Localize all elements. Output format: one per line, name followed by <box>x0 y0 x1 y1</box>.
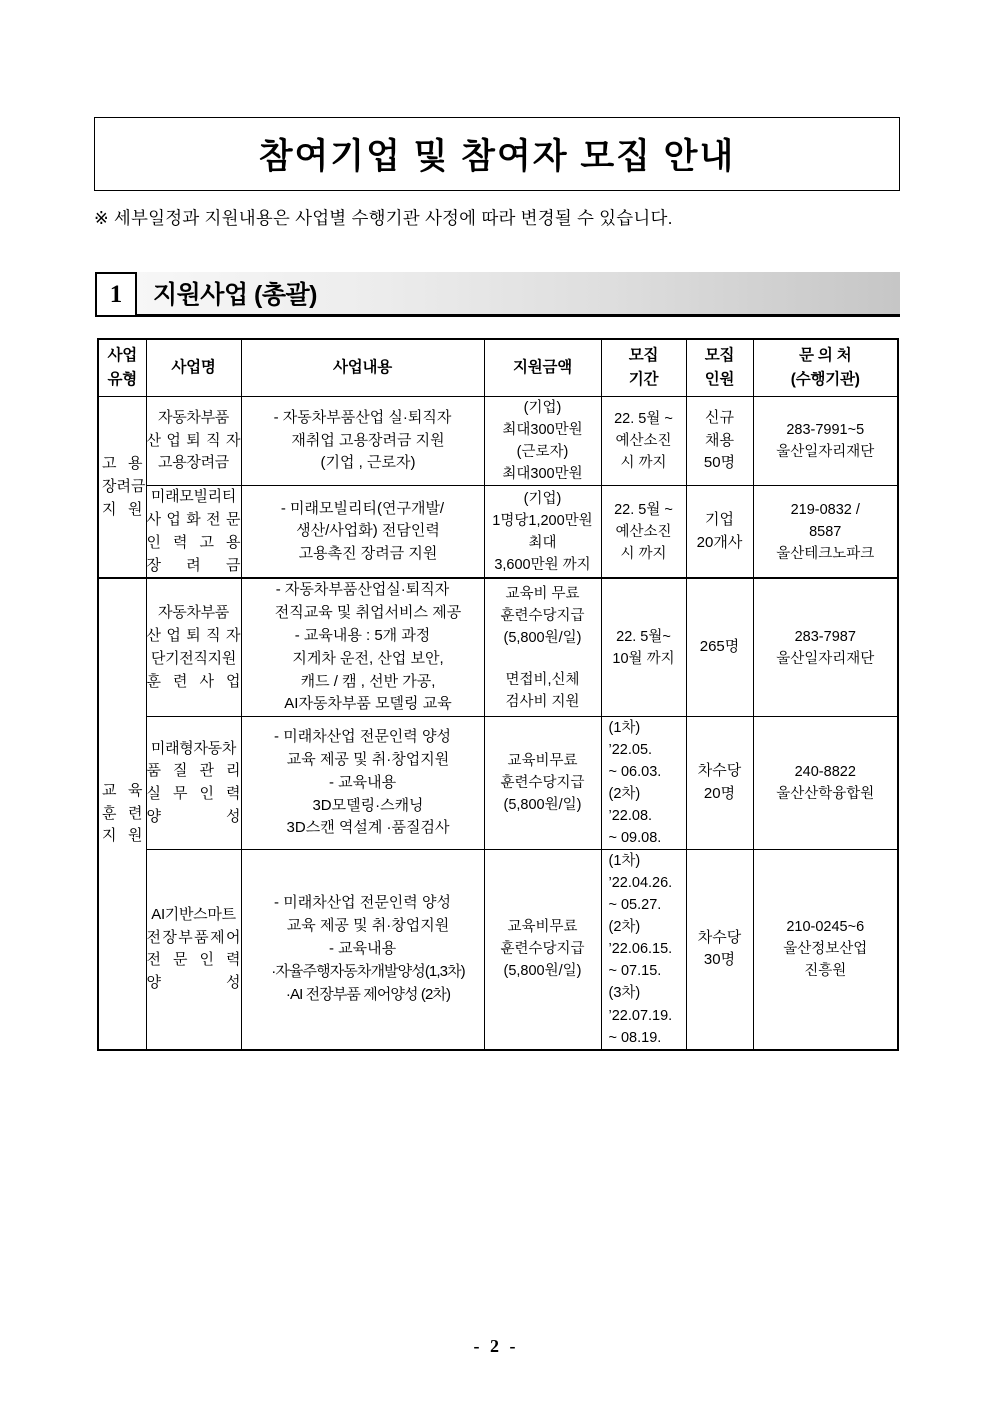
program-name-line <box>147 407 241 430</box>
program-desc-cell <box>241 850 484 1050</box>
recruit-count-line: 50명 <box>703 454 736 472</box>
contact-line: 울산일자리재단 <box>776 444 875 461</box>
program-name-char: 인 <box>199 785 214 803</box>
program-name-char: 양 <box>146 807 161 825</box>
recruit-period-line: (2차) <box>608 919 641 936</box>
contact-cell <box>753 717 898 850</box>
program-name-char: 훈 <box>146 672 161 690</box>
program-name-line <box>147 430 241 453</box>
category-line <box>99 453 146 476</box>
contact-line: 283-7987 <box>794 628 856 645</box>
program-desc-line: - 미래차산업 전문인력 양성 <box>274 728 451 746</box>
program-name-char: 부 <box>178 928 193 946</box>
col-header-contact <box>753 339 898 397</box>
support-amount-line: (근로자) <box>516 444 569 461</box>
category-char: 원 <box>128 827 143 845</box>
support-amount-line: 1명당1,200만원 <box>492 512 593 529</box>
program-name-char: 려 <box>186 556 201 574</box>
recruit-count-line: 차수당 <box>697 762 742 780</box>
recruit-count-line: 265명 <box>699 638 740 656</box>
program-desc-line: 생산/사업화) 전담인력 <box>296 522 440 540</box>
category-char: 지 <box>102 827 117 845</box>
program-desc-line: 고용촉진 장려금 지원 <box>298 545 438 563</box>
col-header-desc: 사업내용 <box>241 339 484 397</box>
program-name-cell <box>146 850 241 1050</box>
recruit-period-line: ~ 06.03. <box>608 764 662 781</box>
table-header <box>98 339 898 397</box>
disclaimer-note: ※ 세부일정과 지원내용은 사업별 수행기관 사정에 따라 변경될 수 있습니다. <box>94 208 673 228</box>
program-name-char: 전 <box>146 951 161 969</box>
recruit-period-line: 시 까지 <box>620 545 667 562</box>
support-amount-line: 교육비 무료 <box>505 585 580 602</box>
contact-line: 210-0245~6 <box>786 919 865 936</box>
contact-line: 울산정보산업 <box>783 941 868 958</box>
recruit-period-line: 22. 5월 ~ <box>614 411 673 428</box>
program-name-char: 업 <box>226 672 241 690</box>
recruit-count-cell <box>686 717 753 850</box>
program-name-char: 퇴 <box>186 626 201 644</box>
recruit-period-line: (3차) <box>608 985 641 1002</box>
program-name-char: 실 <box>146 785 161 803</box>
program-desc-line: (기업 , 근로자) <box>320 454 416 472</box>
program-name-char: 자 <box>226 431 241 449</box>
program-desc-line: 교육 제공 및 취·창업지원 <box>286 750 450 768</box>
program-desc-line: - 미래차산업 전문인력 양성 <box>274 894 451 912</box>
category-line <box>99 780 146 803</box>
table-row <box>98 578 898 716</box>
category-line <box>99 476 146 499</box>
recruit-period-cell <box>601 578 686 716</box>
table-row <box>98 486 898 579</box>
program-name-char: 직 <box>206 626 221 644</box>
program-name-char: 업 <box>166 431 181 449</box>
contact-line: 울산테크노파크 <box>776 545 875 562</box>
contact-line: 283-7991~5 <box>786 422 865 439</box>
contact-cell <box>753 486 898 579</box>
recruit-period-cell <box>601 850 686 1050</box>
program-desc-line: 교육 제공 및 취·창업지원 <box>286 917 450 935</box>
support-amount-line: 최대300만원 <box>502 466 583 483</box>
program-desc-line: ·AI 전장부품 제어양성 (2차) <box>285 985 451 1003</box>
program-name-line <box>147 625 241 648</box>
program-name-char: 력 <box>226 951 241 969</box>
contact-line: 240-8822 <box>794 764 856 781</box>
recruit-period-line: ’22.06.15. <box>608 941 673 958</box>
program-name-char: 력 <box>173 533 188 551</box>
col-header-type <box>98 339 146 397</box>
program-name-line <box>147 555 241 578</box>
program-desc-line: - 자동차부품산업 실·퇴직자 <box>273 408 452 426</box>
program-name-char: 용 <box>226 533 241 551</box>
col-header-contact-line2: (수행기관) <box>790 371 860 388</box>
program-name-char: 전 <box>146 928 161 946</box>
program-name-char: 리 <box>226 762 241 780</box>
recruit-period-cell <box>601 717 686 850</box>
program-desc-cell <box>241 397 484 486</box>
col-header-type-line1: 사업 <box>107 347 138 365</box>
program-desc-line: - 교육내용 <box>328 773 397 791</box>
program-name-line <box>147 509 241 532</box>
program-name-line <box>147 972 241 995</box>
category-cell <box>98 397 146 579</box>
program-desc-line: 캐드 / 캠 , 선반 가공, <box>300 672 436 690</box>
program-name-char: 성 <box>226 974 241 992</box>
program-name-char: 업 <box>166 510 181 528</box>
table-header-row <box>98 339 898 397</box>
recruit-period-line: ’22.05. <box>608 742 653 759</box>
program-name-text: 단기전직지원 <box>150 649 237 667</box>
document-title-box <box>94 117 900 191</box>
program-name-char: 고 <box>199 533 214 551</box>
support-amount-cell <box>484 850 601 1050</box>
contact-line: 울산일자리재단 <box>776 650 875 667</box>
program-name-line <box>147 648 241 671</box>
program-name-char: 품 <box>194 928 209 946</box>
col-header-period-line2: 기간 <box>628 371 659 388</box>
program-desc-line: 재취업 고용장려금 지원 <box>291 431 445 449</box>
program-name-char: 전 <box>206 510 221 528</box>
table-body <box>98 397 898 1050</box>
contact-cell <box>753 397 898 486</box>
col-header-period <box>601 339 686 397</box>
recruit-period-line: 예산소진 <box>615 523 672 540</box>
support-amount-line: (5,800원/일) <box>503 963 582 980</box>
support-amount-line: 훈련수당지급 <box>500 607 585 624</box>
recruit-period-cell <box>601 486 686 579</box>
table-row <box>98 717 898 850</box>
program-name-char: 어 <box>225 928 241 946</box>
support-amount-line: 훈련수당지급 <box>500 775 585 792</box>
program-desc-cell <box>241 717 484 850</box>
program-desc-line: 전직교육 및 취업서비스 제공 <box>274 604 462 622</box>
category-char: 장 <box>102 477 117 495</box>
program-desc-line: 3D스캔 역설계 ·품질검사 <box>286 819 450 837</box>
recruit-count-cell <box>686 578 753 716</box>
section-heading <box>95 272 900 317</box>
program-name-line <box>147 949 241 972</box>
program-name-char: 련 <box>173 672 188 690</box>
recruit-count-line: 30명 <box>703 951 736 969</box>
category-char: 용 <box>128 454 143 472</box>
recruit-period-line: 10월 까지 <box>612 650 675 667</box>
recruit-count-cell <box>686 397 753 486</box>
recruit-period-line: 22. 5월 ~ <box>614 501 673 518</box>
col-header-people <box>686 339 753 397</box>
recruit-period-line: 22. 5월~ <box>616 628 671 645</box>
program-name-cell <box>146 578 241 716</box>
program-name-char: 관 <box>199 762 214 780</box>
support-amount-line: 교육비무료 <box>507 753 578 770</box>
program-name-char: 사 <box>146 510 161 528</box>
program-name-cell <box>146 486 241 579</box>
program-name-char: 인 <box>199 951 214 969</box>
program-name-char: 자 <box>226 626 241 644</box>
section-title: 지원사업 (총괄) <box>153 281 317 309</box>
col-header-type-line2: 유형 <box>107 371 138 388</box>
support-amount-line: 검사비 지원 <box>505 693 580 710</box>
program-name-line <box>147 806 241 829</box>
program-desc-cell <box>241 486 484 579</box>
table-row <box>98 850 898 1050</box>
col-header-people-line1: 모집 <box>704 347 735 365</box>
recruit-count-line: 신규 <box>705 408 734 426</box>
recruit-period-line: 예산소진 <box>615 433 672 450</box>
program-name-char: 인 <box>146 533 161 551</box>
category-line <box>99 499 146 522</box>
program-name-line <box>147 927 241 950</box>
program-name-text: 고용장려금 <box>158 454 229 472</box>
contact-cell <box>753 850 898 1050</box>
contact-line: 219-0832 / <box>790 501 860 518</box>
table-row <box>98 397 898 486</box>
program-name-line <box>147 783 241 806</box>
program-name-line <box>147 760 241 783</box>
support-amount-cell <box>484 486 601 579</box>
recruit-count-line: 20명 <box>703 785 736 803</box>
recruit-count-cell <box>686 486 753 579</box>
recruit-period-line: ~ 07.15. <box>608 963 662 980</box>
contact-line: 울산산학융합원 <box>776 786 875 803</box>
program-desc-line: AI자동차부품 모델링 교육 <box>284 695 452 713</box>
recruit-count-line: 20개사 <box>696 533 743 551</box>
program-name-char: 사 <box>199 672 214 690</box>
program-name-char: 력 <box>226 785 241 803</box>
recruit-period-line: ~ 08.19. <box>608 1029 662 1046</box>
support-programs-table <box>97 338 899 1051</box>
col-header-period-line1: 모집 <box>628 347 659 365</box>
recruit-period-line: ~ 09.08. <box>608 830 662 847</box>
recruit-count-line: 채용 <box>705 431 734 449</box>
support-amount-line: 최대300만원 <box>502 422 583 439</box>
program-desc-line: - 교육내용 : 5개 과정 <box>294 626 431 644</box>
program-name-text: 자동차부품 <box>158 408 229 426</box>
recruit-count-cell <box>686 850 753 1050</box>
category-char: 훈 <box>102 804 117 822</box>
support-amount-line: (기업) <box>523 400 562 416</box>
program-name-char: 산 <box>146 626 161 644</box>
program-desc-line: - 자동차부품산업실·퇴직자 <box>275 581 450 599</box>
program-name-char: 문 <box>173 951 188 969</box>
col-header-name: 사업명 <box>146 339 241 397</box>
program-desc-line: - 교육내용 <box>328 940 397 958</box>
program-name-char: 업 <box>166 626 181 644</box>
section-number: 1 <box>95 272 137 317</box>
category-char: 고 <box>102 454 117 472</box>
recruit-period-line: ’22.07.19. <box>608 1007 673 1024</box>
program-name-char: 장 <box>146 556 161 574</box>
program-name-line <box>147 904 241 927</box>
program-desc-line: 지게차 운전, 산업 보안, <box>292 649 444 667</box>
recruit-period-line: 시 까지 <box>620 455 667 472</box>
support-amount-line: 훈련수당지급 <box>500 941 585 958</box>
recruit-period-line: ~ 05.27. <box>608 897 662 914</box>
program-desc-cell <box>241 578 484 716</box>
program-name-line <box>147 602 241 625</box>
category-cell <box>98 578 146 1049</box>
program-name-line <box>147 671 241 694</box>
program-name-char: 퇴 <box>186 431 201 449</box>
program-desc-line: 3D모델링·스캐닝 <box>312 796 424 814</box>
support-amount-line: 면접비,신체 <box>505 671 580 688</box>
section-bar <box>137 272 900 317</box>
support-amount-line: (5,800원/일) <box>503 797 582 814</box>
support-amount-line: 3,600만원 까지 <box>494 556 591 573</box>
program-name-char: 문 <box>226 510 241 528</box>
program-name-line <box>147 532 241 555</box>
page-number: - 2 - <box>473 1336 519 1356</box>
program-name-char: 무 <box>173 785 188 803</box>
recruit-period-line: ’22.08. <box>608 808 653 825</box>
recruit-count-line: 기업 <box>705 510 734 528</box>
program-name-cell <box>146 717 241 850</box>
program-name-text: 미래형자동차 <box>150 739 237 757</box>
program-desc-line: - 미래모빌리티(연구개발/ <box>280 499 445 517</box>
support-amount-line: (5,800원/일) <box>503 629 582 646</box>
category-char: 육 <box>128 781 143 799</box>
contact-line: 진흥원 <box>804 963 847 980</box>
program-name-char: 제 <box>210 928 225 946</box>
program-name-line <box>147 486 241 509</box>
category-char: 려 <box>116 477 131 495</box>
category-char: 교 <box>102 781 117 799</box>
program-desc-line: ·자율주행자동차개발양성(1,3차) <box>271 962 465 980</box>
category-line <box>99 803 146 826</box>
support-amount-cell <box>484 397 601 486</box>
program-name-char: 화 <box>186 510 201 528</box>
category-line <box>99 825 146 848</box>
program-name-char: 품 <box>146 762 161 780</box>
page-title: 참여기업 및 참여자 모집 안내 <box>258 137 736 176</box>
support-amount-cell <box>484 717 601 850</box>
program-name-text: 미래모빌리티 <box>150 488 237 506</box>
support-amount-line: (기업) <box>523 490 562 507</box>
program-name-char: 금 <box>226 556 241 574</box>
col-header-amount: 지원금액 <box>484 339 601 397</box>
contact-cell <box>753 578 898 716</box>
support-amount-line: 최대 <box>528 534 557 551</box>
col-header-contact-line1: 문 의 처 <box>798 347 852 365</box>
program-name-char: 직 <box>206 431 221 449</box>
recruit-period-line: (1차) <box>608 720 641 737</box>
contact-line: 8587 <box>809 523 842 540</box>
program-name-cell <box>146 397 241 486</box>
program-name-char: 양 <box>146 974 161 992</box>
category-char: 금 <box>131 477 146 495</box>
program-name-line <box>147 452 241 475</box>
category-char: 련 <box>128 804 143 822</box>
col-header-people-line2: 인원 <box>704 371 735 388</box>
program-name-text: 자동차부품 <box>158 604 229 622</box>
program-name-char: 질 <box>173 762 188 780</box>
amount-spacer <box>485 649 601 669</box>
program-name-char: 산 <box>146 431 161 449</box>
support-amount-line: 교육비무료 <box>507 919 578 936</box>
program-name-char: 성 <box>226 807 241 825</box>
category-char: 지 <box>102 500 117 518</box>
program-name-line <box>147 738 241 761</box>
program-name-char: 장 <box>162 928 177 946</box>
category-char: 원 <box>128 500 143 518</box>
recruit-period-line: (2차) <box>608 786 641 803</box>
support-amount-cell <box>484 578 601 716</box>
recruit-period-cell <box>601 397 686 486</box>
recruit-period-line: ’22.04.26. <box>608 875 673 892</box>
recruit-count-line: 차수당 <box>697 928 742 946</box>
program-name-text: AI기반스마트 <box>151 905 236 923</box>
recruit-period-line: (1차) <box>608 853 641 870</box>
